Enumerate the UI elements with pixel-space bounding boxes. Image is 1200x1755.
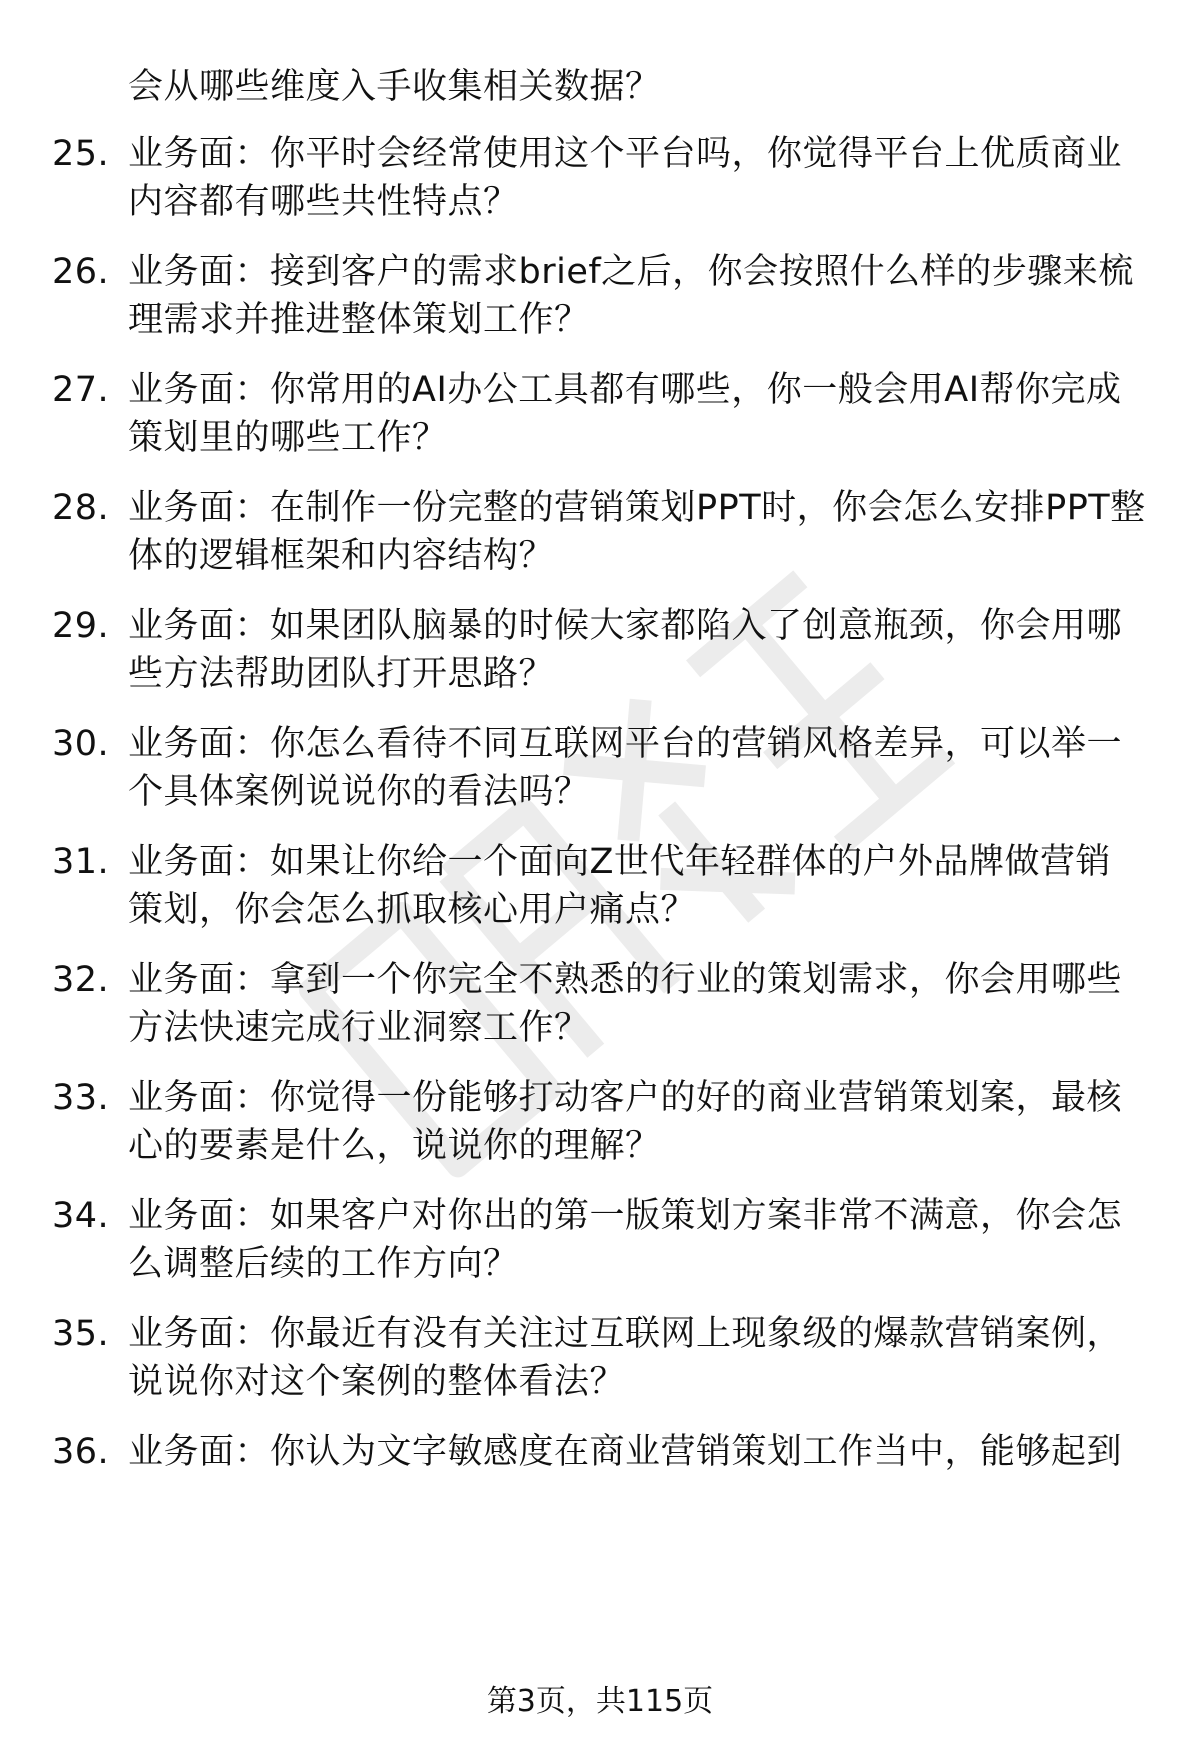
- question-text-line-1: 业务面：接到客户的需求brief之后，你会按照什么样的步骤来梳: [128, 252, 1134, 292]
- question-text-line-2: 理需求并推进整体策划工作？: [128, 300, 590, 340]
- question-number: 25.: [52, 134, 110, 174]
- question-number: 34.: [52, 1196, 110, 1236]
- question-text-line-2: 心的要素是什么，说说你的理解？: [128, 1126, 661, 1166]
- question-text-line-1: 业务面：拿到一个你完全不熟悉的行业的策划需求，你会用哪些: [128, 960, 1123, 1000]
- question-text-line-1: 业务面：如果让你给一个面向Z世代年轻群体的户外品牌做营销: [128, 842, 1111, 882]
- question-text-line-2: 体的逻辑框架和内容结构？: [128, 536, 555, 576]
- question-number: 26.: [52, 252, 110, 292]
- question-text-line-2: 内容都有哪些共性特点？: [128, 182, 519, 222]
- question-text-line-2: 个具体案例说说你的看法吗？: [128, 772, 590, 812]
- question-text-line-2: 么调整后续的工作方向？: [128, 1244, 519, 1284]
- question-number: 35.: [52, 1314, 110, 1354]
- question-text-line-1: 业务面：你觉得一份能够打动客户的好的商业营销策划案，最核: [128, 1078, 1123, 1118]
- question-number: 33.: [52, 1078, 110, 1118]
- question-text-line-1: 业务面：如果团队脑暴的时候大家都陷入了创意瓶颈，你会用哪: [128, 606, 1123, 646]
- question-number: 29.: [52, 606, 110, 646]
- question-text-line-1: 业务面：你平时会经常使用这个平台吗，你觉得平台上优质商业: [128, 134, 1123, 174]
- question-number: 32.: [52, 960, 110, 1000]
- question-text-line-1: 业务面：你认为文字敏感度在商业营销策划工作当中，能够起到: [128, 1432, 1123, 1472]
- question-text-line-2: 策划里的哪些工作？: [128, 418, 448, 458]
- question-text-line-2: 策划，你会怎么抓取核心用户痛点？: [128, 890, 697, 930]
- question-text-line-1: 业务面：在制作一份完整的营销策划PPT时，你会怎么安排PPT整: [128, 488, 1146, 528]
- question-text-line-1: 业务面：你常用的AI办公工具都有哪些，你一般会用AI帮你完成: [128, 370, 1122, 410]
- question-number: 36.: [52, 1432, 110, 1472]
- question-number: 27.: [52, 370, 110, 410]
- question-number: 28.: [52, 488, 110, 528]
- page-footer: 第3页，共115页: [486, 1684, 714, 1719]
- continuation-line: 会从哪些维度入手收集相关数据？: [128, 67, 661, 107]
- question-text-line-1: 业务面：你最近有没有关注过互联网上现象级的爆款营销案例，: [128, 1314, 1123, 1354]
- question-number: 31.: [52, 842, 110, 882]
- question-text-line-2: 些方法帮助团队打开思路？: [128, 654, 555, 694]
- question-number: 30.: [52, 724, 110, 764]
- question-text-line-2: 说说你对这个案例的整体看法？: [128, 1362, 626, 1402]
- question-text-line-1: 业务面：你怎么看待不同互联网平台的营销风格差异，可以举一: [128, 724, 1123, 764]
- question-text-line-2: 方法快速完成行业洞察工作？: [128, 1008, 590, 1048]
- question-text-line-1: 业务面：如果客户对你出的第一版策划方案非常不满意，你会怎: [128, 1196, 1123, 1236]
